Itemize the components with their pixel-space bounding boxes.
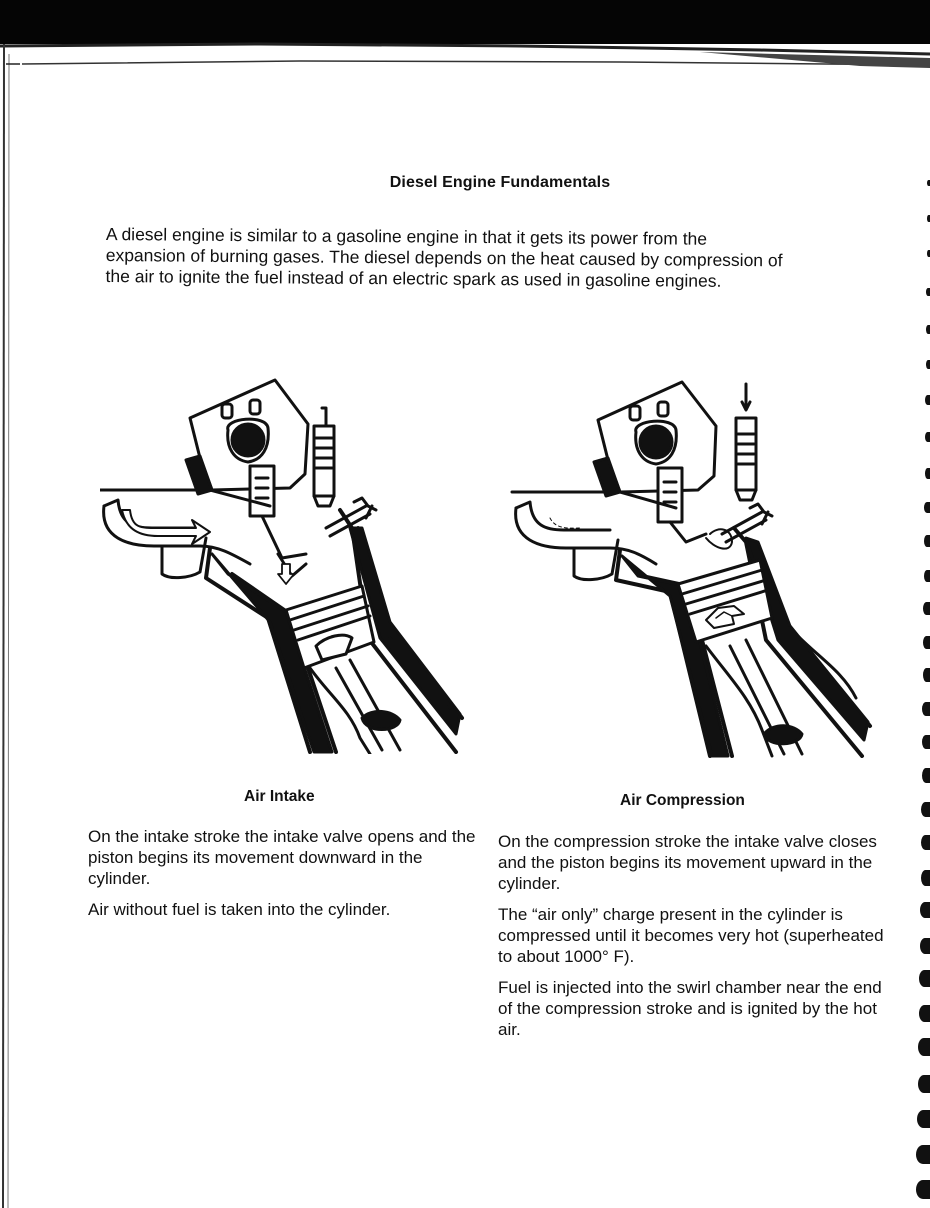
paragraph: Fuel is injected into the swirl chamber near the end of the compression stroke and is ignited by the hot air. bbox=[498, 978, 882, 1039]
intro-line: the air to ignite the fuel instead of an electric spark as used in gasoline engines. bbox=[105, 265, 722, 291]
intro-line: A diesel engine is similar to a gasoline engine in that it gets its power from the bbox=[105, 224, 708, 249]
air-compression-text bbox=[498, 831, 898, 1050]
air-intake-diagram bbox=[100, 378, 470, 754]
page-top-edge bbox=[0, 40, 930, 70]
paragraph: Air without fuel is taken into the cylinder. bbox=[88, 900, 391, 919]
page-left-edge bbox=[0, 44, 22, 1208]
air-intake-caption: Air Intake bbox=[244, 788, 315, 805]
paragraph: The “air only” charge present in the cylinder is compressed until it becomes very hot (superheated to about 1000° F). bbox=[498, 905, 884, 966]
binding-holes bbox=[914, 170, 930, 1208]
air-intake-text bbox=[88, 826, 483, 930]
scan-top-border bbox=[0, 0, 930, 44]
intro-line: expansion of burning gases. The diesel depends on the heat caused by compression of bbox=[105, 244, 783, 271]
air-compression-caption: Air Compression bbox=[620, 792, 745, 809]
intro-paragraph bbox=[106, 224, 906, 293]
paragraph: On the compression stroke the intake valve closes and the piston begins its movement upward in the cylinder. bbox=[498, 832, 877, 893]
page-title: Diesel Engine Fundamentals bbox=[389, 174, 611, 191]
paragraph: On the intake stroke the intake valve opens and the piston begins its movement downward in the cylinder. bbox=[88, 827, 476, 888]
air-compression-diagram bbox=[510, 378, 880, 758]
